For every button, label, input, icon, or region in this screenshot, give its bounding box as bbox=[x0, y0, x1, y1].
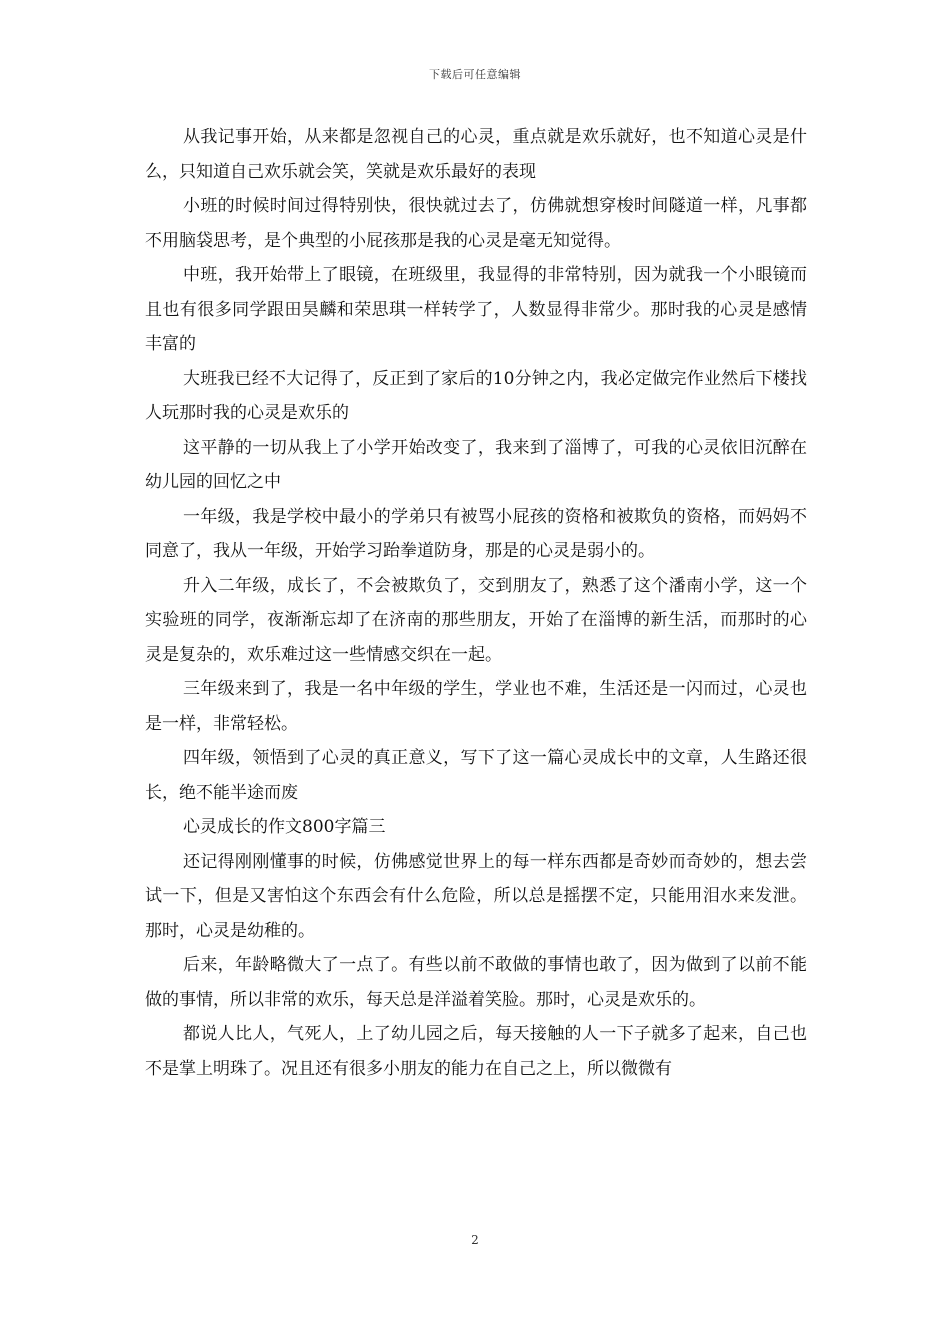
paragraph: 这平静的一切从我上了小学开始改变了，我来到了淄博了，可我的心灵依旧沉醉在幼儿园的回忆之中 bbox=[145, 437, 807, 492]
page-header: 下载后可任意编辑 bbox=[429, 68, 521, 81]
paragraph: 后来，年龄略微大了一点了。有些以前不敢做的事情也敢了，因为做到了以前不能做的事情，所以非常的欢乐，每天总是洋溢着笑脸。那时，心灵是欢乐的。 bbox=[145, 955, 807, 1010]
paragraph: 还记得刚刚懂事的时候，仿佛感觉世界上的每一样东西都是奇妙而奇妙的，想去尝试一下，但是又害怕这个东西会有什么危险，所以总是摇摆不定，只能用泪水来发泄。那时，心灵是幼稚的。 bbox=[145, 851, 807, 941]
paragraph: 从我记事开始，从来都是忽视自己的心灵，重点就是欢乐就好，也不知道心灵是什么，只知道自己欢乐就会笑，笑就是欢乐最好的表现 bbox=[145, 127, 807, 182]
section-heading: 心灵成长的作文800字篇三 bbox=[183, 817, 386, 837]
paragraph: 都说人比人，气死人，上了幼儿园之后，每天接触的人一下子就多了起来，自己也不是掌上明珠了。况且还有很多小朋友的能力在自己之上，所以微微有 bbox=[145, 1024, 807, 1079]
paragraph: 中班，我开始带上了眼镜，在班级里，我显得的非常特别，因为就我一个小眼镜而且也有很多同学跟田昊麟和荣思琪一样转学了，人数显得非常少。那时我的心灵是感情丰富的 bbox=[145, 265, 807, 354]
paragraph: 三年级来到了，我是一名中年级的学生，学业也不难，生活还是一闪而过，心灵也是一样，非常轻松。 bbox=[145, 679, 807, 734]
paragraph: 升入二年级，成长了，不会被欺负了，交到朋友了，熟悉了这个潘南小学，这一个实验班的同学，夜渐渐忘却了在济南的那些朋友，开始了在淄博的新生活，而那时的心灵是复杂的，欢乐难过这一些情感交织在一起。 bbox=[145, 575, 807, 665]
paragraph: 四年级，领悟到了心灵的真正意义，写下了这一篇心灵成长中的文章，人生路还很长，绝不能半途而废 bbox=[145, 748, 807, 803]
paragraph: 小班的时候时间过得特别快，很快就过去了，仿佛就想穿梭时间隧道一样，凡事都不用脑袋思考，是个典型的小屁孩那是我的心灵是毫无知觉得。 bbox=[145, 196, 807, 251]
paragraph: 一年级，我是学校中最小的学弟只有被骂小屁孩的资格和被欺负的资格，而妈妈不同意了，我从一年级，开始学习跆拳道防身，那是的心灵是弱小的。 bbox=[145, 506, 807, 561]
paragraph: 大班我已经不大记得了，反正到了家后的10分钟之内，我必定做完作业然后下楼找人玩那时我的心灵是欢乐的 bbox=[145, 368, 807, 423]
page-number: 2 bbox=[471, 1233, 479, 1247]
document-body bbox=[145, 120, 807, 1086]
